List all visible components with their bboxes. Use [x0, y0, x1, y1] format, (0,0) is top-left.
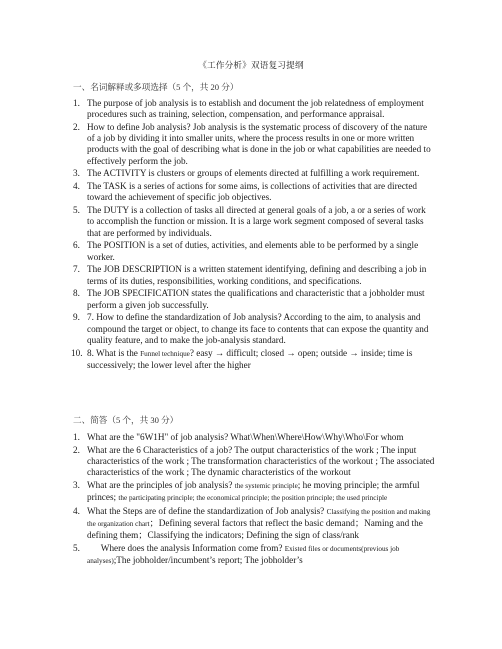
list-item [73, 205, 435, 239]
item-text-pre: What are the principles of job analysis? [87, 480, 235, 490]
item-text: How to define Job analysis? Job analysis is the systematic process of discovery of the nature of a job by dividing it into smaller units, where the process results in one or more written products with the goal of describing what is done in the job or what capabilities are needed to effectively perform the job. [87, 122, 431, 166]
item-text: The purpose of job analysis is to establish and document the job relatedness of employment procedures such as training, selection, compensation, and performance appraisal. [87, 98, 424, 120]
item-text: The POSITION is a set of duties, activities, and elements able to be performed by a single worker. [87, 240, 419, 262]
item-number: 2. [73, 444, 80, 455]
list-item [73, 506, 435, 542]
section-1-list [73, 98, 435, 373]
list-item [73, 543, 435, 567]
item-text: The TASK is a series of actions for some aims, is collections of activities that are directed toward the achievement of specific job objectives. [87, 181, 418, 203]
item-number: 3. [73, 480, 80, 490]
document-title: 《工作分析》双语复习提纲 [198, 60, 304, 70]
list-item [73, 445, 435, 479]
list-item [73, 480, 435, 504]
item-number: 5. [73, 205, 80, 216]
item-number: 4. [73, 506, 80, 516]
item-number: 10. [71, 347, 83, 358]
list-item [73, 348, 435, 371]
item-number: 8. [73, 288, 80, 299]
list-item [73, 432, 435, 443]
section-heading-2: 二、简答（5 个，共 30 分） [73, 415, 179, 425]
item-text-small-2: the participating principle; the economical principle; the position principle; the used principle [118, 494, 388, 503]
item-number: 1. [73, 98, 80, 108]
item-text-pre: 8. What is the [87, 347, 141, 358]
section-2-list [73, 432, 435, 569]
item-text-small: Funnel technique [140, 349, 190, 358]
item-text: What are the 6 Characteristics of a job? The output characteristics of the work ; The input characteristics of the work ; The transformation characteristics of the workout ; The associated characteristics of the work ; The dynamic characteristics of the workout [87, 444, 435, 478]
item-text: 7. How to define the standardization of Job analysis? According to the aim, to analysis and compound the target or object, to change its face to contents that can expose the quantity and quality feature, and to make the job-analysis standard. [87, 312, 429, 345]
item-number: 9. [73, 312, 80, 323]
item-text-pre: Where does the analysis Information come from? [87, 543, 285, 554]
item-text-post: ? easy → difficult; closed → open; outside → inside; time is successively; the lower level after the higher [87, 347, 413, 370]
list-item [73, 264, 435, 286]
item-number: 3. [73, 168, 80, 179]
list-item [73, 312, 435, 346]
item-number: 4. [73, 181, 80, 192]
item-text: The ACTIVITY is clusters or groups of elements directed at fulfilling a work requirement. [87, 168, 420, 179]
list-item [73, 288, 435, 310]
item-text-small: Classifying the position and making the organization chart [87, 508, 431, 529]
item-text-mid: ; he moving principle; the armful princes; [87, 480, 420, 503]
item-number: 7. [73, 264, 80, 275]
item-text-small: Existed files or documents(previous job analyses) [87, 545, 402, 566]
item-text: The JOB SPECIFICATION states the qualifications and characteristic that a jobholder must perform a given job successfully. [87, 288, 425, 310]
item-text-small: the systemic principle [234, 482, 298, 490]
section-heading-1: 一、名词解释或多项选择（5 个，共 20 分） [73, 82, 239, 92]
list-item [73, 168, 435, 179]
item-text: The DUTY is a collection of tasks all directed at general goals of a job, a or a series of work to accomplish the function or mission. It is a large work segment composed of several tasks that are performed by individuals. [87, 205, 426, 238]
list-item [73, 122, 435, 167]
item-text: The JOB DESCRIPTION is a written statement identifying, defining and describing a job in terms of its duties, responsibilities, working conditions, and specifications. [87, 264, 427, 286]
list-item [73, 98, 435, 120]
item-text: What are the "6W1H" of job analysis? What\When\Where\How\Why\Who\For whom [87, 432, 404, 442]
item-number: 6. [73, 240, 80, 251]
item-number: 1. [73, 432, 80, 442]
item-number: 5. [73, 543, 80, 554]
item-text-pre: What the Steps are of define the standardization of Job analysis? [87, 506, 327, 516]
item-text-post: ；Defining several factors that reflect the basic demand；Naming and the defining them；Classifying the indicators; Defining the sign of class/rank [87, 518, 423, 541]
item-number: 2. [73, 122, 80, 132]
item-text-post: ;The jobholder/incumbent’s report; The jobholder’s [113, 555, 303, 566]
list-item [73, 181, 435, 203]
list-item [73, 240, 435, 262]
